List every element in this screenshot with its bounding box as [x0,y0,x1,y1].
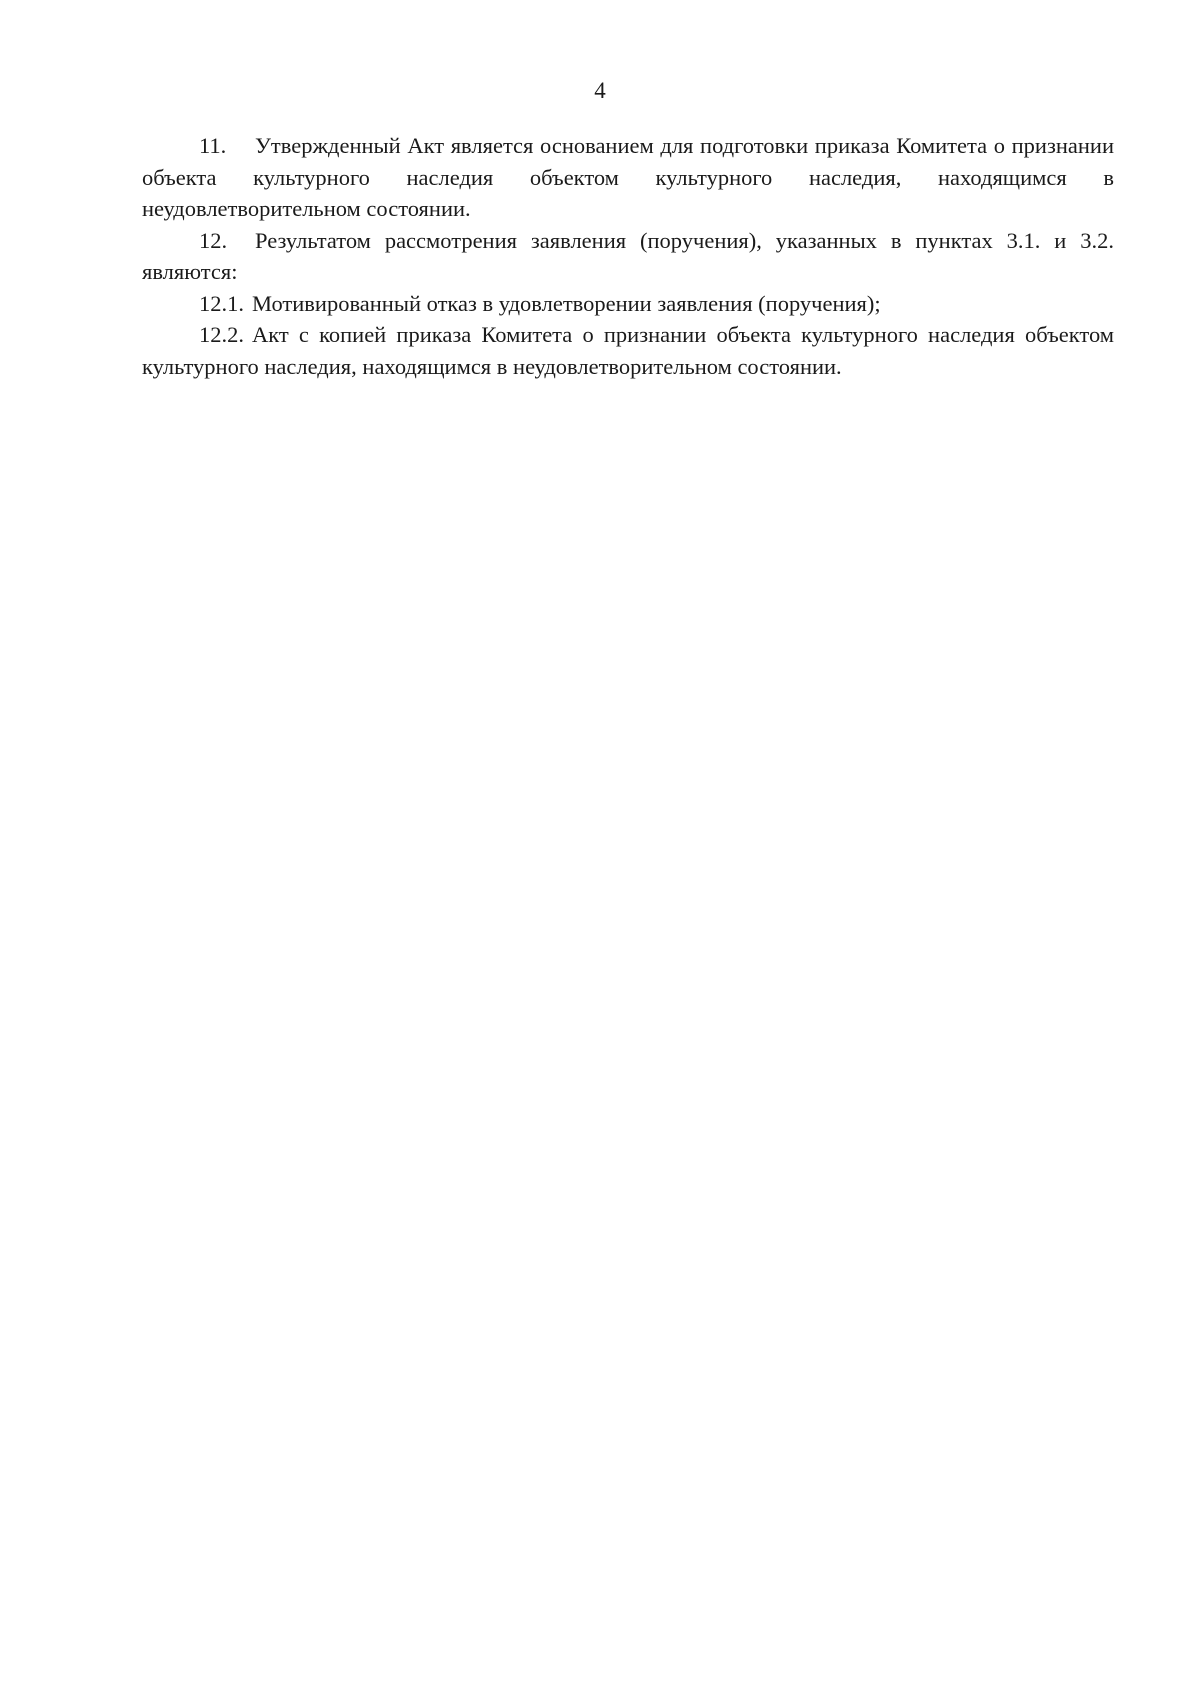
paragraph-12-1 [142,288,1114,320]
document-body [142,130,1114,382]
paragraph-number: 12.2. [199,322,244,347]
paragraph-number: 11. [199,133,227,158]
paragraph-text: Утвержденный Акт является основанием для подготовки приказа Комитета о признании объекта культурного наследия объектом культурного наследия, находящимся в неудовлетворительном состоянии. [142,133,1114,221]
paragraph-number: 12. [199,227,228,253]
paragraph-11 [142,130,1114,225]
paragraph-number: 12.1. [199,290,244,316]
paragraph-text: Результатом рассмотрения заявления (поручения), указанных в пунктах 3.1. и 3.2. являются: [142,227,1114,284]
paragraph-12-2 [142,319,1114,382]
paragraph-12 [142,225,1114,288]
paragraph-text: Акт с копией приказа Комитета о признании объекта культурного наследия объектом культурного наследия, находящимся в неудовлетворительном состоянии. [142,322,1114,379]
paragraph-text: Мотивированный отказ в удовлетворении заявления (поручения); [252,290,881,316]
page-number: 4 [594,78,606,103]
